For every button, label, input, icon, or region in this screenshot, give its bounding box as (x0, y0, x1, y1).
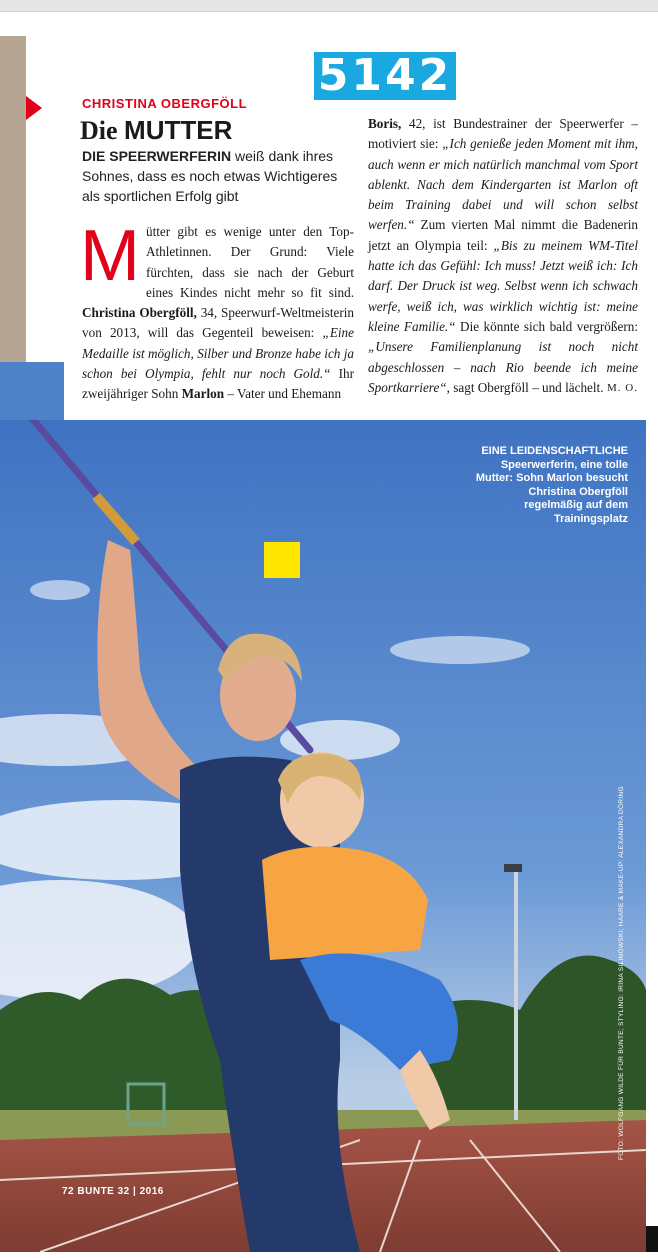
dropcap: M (80, 216, 140, 296)
p1-name: Christina Obergföll, (82, 305, 197, 321)
p2-c: Die könnte sich bald vergrößern: (455, 318, 639, 334)
photo-illustration (0, 420, 646, 1252)
p2-a: 42, ist Bundestrainer der Speerwerfer – motiviert sie: (368, 116, 638, 152)
page-number-badge: 5142 (314, 52, 456, 100)
p2-d: , sagt Obergföll – und lächelt. (446, 379, 604, 395)
article-kicker: CHRISTINA OBERGFÖLL (82, 96, 248, 111)
p1-son: Marlon (181, 386, 225, 402)
p2-quote1: „Ich genieße jeden Moment mit ihm, auch wenn er mich natürlich manchmal vom Sport ablenkt. Nach dem Kindergarten ist Marlon oft beim Training dabei und will schon selbst werfen.“ (368, 136, 638, 233)
article-column-left (80, 216, 354, 405)
byline: M. O. (607, 382, 638, 395)
p2-quote3: „Unsere Familienplanung ist noch nicht abgeschlossen – nach Rio beende ich meine Sportkarriere“ (368, 339, 638, 395)
photo-caption (468, 445, 628, 526)
p2-b: Zum vierten Mal nimmt die Badenerin jetzt an Olympia teil: (368, 217, 638, 253)
red-arrow-marker (26, 96, 42, 120)
photo (0, 420, 646, 1252)
article-column-right (368, 114, 638, 398)
subhead-lead: DIE SPEERWERFERIN (82, 148, 232, 164)
p1-c: Ihr zweijähriger Sohn (82, 366, 354, 402)
caption-head: EINE LEIDENSCHAFTLICHE (481, 445, 628, 457)
p1-b: 34, Speerwurf-Weltmeisterin von 2013, will das Gegenteil beweisen: (82, 305, 354, 341)
p1-quote: „Eine Medaille ist möglich, Silber und Bronze habe ich ja schon bei Olympia, fehlt nur noch Gold.“ (82, 325, 354, 382)
top-rule (0, 0, 658, 12)
page-edge (646, 1226, 658, 1252)
subhead-rest: weiß dank ihres Sohnes, dass es noch etwas Wichtigeres als sportlichen Erfolg gibt (82, 148, 338, 204)
folio: 72 BUNTE 32 | 2016 (62, 1186, 164, 1197)
p1-d: – Vater und Ehemann (224, 386, 342, 402)
article-subhead (82, 146, 352, 206)
p2-quote2: „Bis zu meinem WM-Titel hatte ich das Gefühl: Ich muss! Jetzt weiß ich: Ich darf. Der Druck ist weg. Selbst wenn ich schwach werfe, weiß ich, was wirklich wichtig ist: meine kleine Familie.“ (368, 237, 638, 334)
p1-a: ütter gibt es wenige unter den Top-Athletinnen. Der Grund: Viele fürchten, dass sie nach der Geburt eines Kindes nicht mehr so fit sind. (145, 224, 354, 300)
headline-main: MUTTER (124, 115, 233, 145)
caption-body: Speerwerferin, eine tolle Mutter: Sohn Marlon besucht Christina Obergföll regelmäßig auf dem Trainingsplatz (475, 458, 628, 525)
yellow-square-marker (264, 542, 300, 578)
side-color-strip (0, 36, 26, 362)
headline-pre: Die (80, 116, 118, 145)
p2-name: Boris, (368, 116, 402, 131)
photo-sky-edge (0, 362, 64, 420)
article-headline (80, 114, 232, 147)
photo-credit: FOTO: WOLFGANG WILDE FÜR BUNTE; STYLING: IRINA SILINOWSKI; HAARE & MAKE-UP: ALEXANDRA DÖRING (618, 786, 625, 1160)
